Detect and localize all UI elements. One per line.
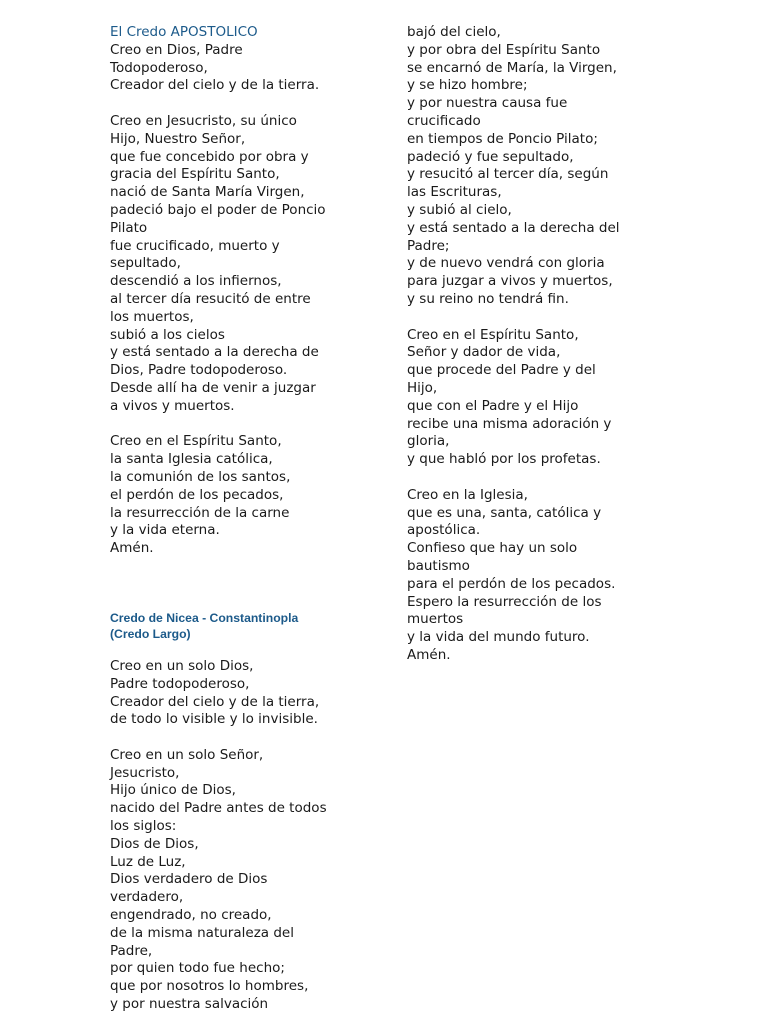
- creed-line: y la vida eterna.: [110, 522, 220, 539]
- apostles-stanza-1: [110, 42, 380, 95]
- creed-line: por quien todo fue hecho;: [110, 960, 285, 977]
- creed-line: y se hizo hombre;: [407, 77, 528, 94]
- nicene-stanza-1: [110, 658, 380, 729]
- creed-line: el perdón de los pecados,: [110, 486, 284, 503]
- creed-line: los siglos:: [110, 818, 177, 835]
- creed-line: Creo en la Iglesia,: [407, 486, 528, 503]
- creed-line: y subió al cielo,: [407, 201, 512, 218]
- creed-line: Creador del cielo y de la tierra.: [110, 77, 320, 94]
- creed-line: y está sentado a la derecha del: [407, 219, 620, 236]
- apostles-stanza-3: [110, 433, 380, 558]
- creed-line: y que habló por los profetas.: [407, 451, 601, 468]
- creed-line: nacido del Padre antes de todos: [110, 800, 327, 817]
- creed-line: Padre todopoderoso,: [110, 675, 250, 692]
- creed-line: Creo en un solo Señor,: [110, 746, 264, 763]
- creed-line: sepultado,: [110, 255, 181, 272]
- creed-line: Todopoderoso,: [110, 59, 208, 76]
- nicene-stanza-2: [110, 747, 380, 1014]
- creed-line: Creo en Dios, Padre: [110, 41, 243, 58]
- creed-line: que por nosotros lo hombres,: [110, 978, 309, 995]
- nicene-stanza-4: [407, 327, 669, 469]
- creed-line: que fue concebido por obra y: [110, 148, 309, 165]
- creed-line: y resucitó al tercer día, según: [407, 166, 609, 183]
- apostles-creed-title: El Credo APOSTOLICO: [110, 24, 258, 40]
- creed-line: y por nuestra salvación: [110, 996, 269, 1013]
- creed-line: Luz de Luz,: [110, 853, 186, 870]
- creed-line: Dios, Padre todopoderoso.: [110, 362, 288, 379]
- creed-line: Confieso que hay un solo: [407, 540, 578, 557]
- creed-line: bautismo: [407, 557, 470, 574]
- nicene-creed-title-line-1: Credo de Nicea - Constantinopla: [110, 610, 299, 625]
- creed-line: las Escrituras,: [407, 184, 502, 201]
- creed-line: Amén.: [407, 646, 451, 663]
- creed-line: la santa Iglesia católica,: [110, 451, 273, 468]
- creed-line: Hijo,: [407, 379, 438, 396]
- creed-line: la resurrección de la carne: [110, 504, 290, 521]
- creed-line: Creo en el Espíritu Santo,: [407, 326, 579, 343]
- creed-line: padeció y fue sepultado,: [407, 148, 574, 165]
- creed-line: de la misma naturaleza del: [110, 924, 294, 941]
- creed-line: nació de Santa María Virgen,: [110, 184, 305, 201]
- creed-line: descendió a los infiernos,: [110, 273, 282, 290]
- creed-line: crucificado: [407, 112, 481, 129]
- creed-line: Espero la resurrección de los: [407, 593, 602, 610]
- nicene-creed-title-line-2: (Credo Largo): [110, 627, 191, 642]
- creed-line: Padre,: [110, 942, 153, 959]
- creed-line: recibe una misma adoración y: [407, 415, 612, 432]
- creed-line: fue crucificado, muerto y: [110, 237, 280, 254]
- creed-line: Hijo, Nuestro Señor,: [110, 130, 246, 147]
- creed-line: que con el Padre y el Hijo: [407, 397, 579, 414]
- creed-line: para juzgar a vivos y muertos,: [407, 273, 613, 290]
- creed-line: Padre;: [407, 237, 450, 254]
- creed-line: gracia del Espíritu Santo,: [110, 166, 280, 183]
- creed-line: Creador del cielo y de la tierra,: [110, 693, 320, 710]
- creed-line: para el perdón de los pecados.: [407, 575, 616, 592]
- creed-line: y por nuestra causa fue: [407, 95, 568, 112]
- creed-line: y está sentado a la derecha de: [110, 344, 319, 361]
- right-column: [407, 24, 669, 665]
- creed-line: y la vida del mundo futuro.: [407, 629, 590, 646]
- creed-line: Dios verdadero de Dios: [110, 871, 268, 888]
- creed-line: apostólica.: [407, 522, 481, 539]
- creed-line: los muertos,: [110, 308, 194, 325]
- creed-line: al tercer día resucitó de entre: [110, 290, 311, 307]
- creed-line: Desde allí ha de venir a juzgar: [110, 379, 316, 396]
- apostles-stanza-2: [110, 113, 380, 416]
- left-column: [110, 24, 380, 1014]
- creed-line: muertos: [407, 611, 464, 628]
- creed-line: bajó del cielo,: [407, 24, 501, 40]
- creed-line: y su reino no tendrá fin.: [407, 290, 569, 307]
- creed-line: padeció bajo el poder de Poncio: [110, 201, 326, 218]
- creed-line: subió a los cielos: [110, 326, 225, 343]
- creed-line: a vivos y muertos.: [110, 397, 235, 414]
- creed-line: gloria,: [407, 433, 450, 450]
- creed-line: Amén.: [110, 540, 154, 557]
- creed-line: se encarnó de María, la Virgen,: [407, 59, 617, 76]
- nicene-stanza-3: [407, 24, 669, 309]
- creed-line: engendrado, no creado,: [110, 907, 272, 924]
- creed-line: Hijo único de Dios,: [110, 782, 236, 799]
- creed-line: que procede del Padre y del: [407, 362, 596, 379]
- creed-line: en tiempos de Poncio Pilato;: [407, 130, 598, 147]
- creed-line: y de nuevo vendrá con gloria: [407, 255, 605, 272]
- creed-line: Creo en el Espíritu Santo,: [110, 433, 282, 450]
- creed-line: que es una, santa, católica y: [407, 504, 602, 521]
- creed-line: Pilato: [110, 219, 148, 236]
- creed-line: Dios de Dios,: [110, 835, 199, 852]
- creed-line: y por obra del Espíritu Santo: [407, 41, 601, 58]
- creed-line: Creo en Jesucristo, su único: [110, 112, 297, 129]
- creed-line: Jesucristo,: [110, 764, 180, 781]
- creed-line: la comunión de los santos,: [110, 468, 291, 485]
- creed-line: Creo en un solo Dios,: [110, 657, 254, 674]
- nicene-stanza-5: [407, 487, 669, 665]
- creed-line: verdadero,: [110, 889, 184, 906]
- creed-line: de todo lo visible y lo invisible.: [110, 711, 318, 728]
- creed-line: Señor y dador de vida,: [407, 344, 561, 361]
